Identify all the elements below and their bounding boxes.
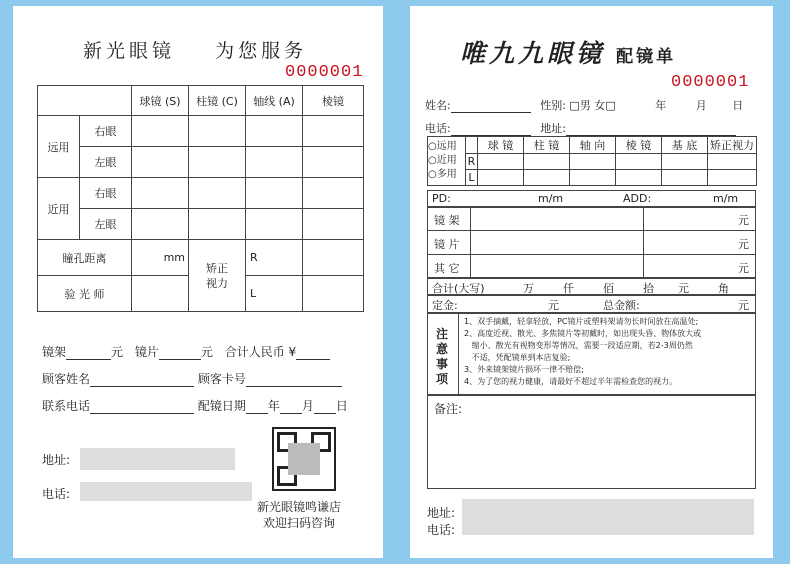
input-cell[interactable] [132,147,189,178]
input-cell[interactable] [189,116,246,147]
qr-caption-scan: 欢迎扫码咨询 [263,516,336,530]
right-title [460,34,676,70]
price-items [427,206,756,279]
right-order-form [410,6,773,558]
col-base: 基 底 [662,137,708,154]
usage-far[interactable]: ○远用 [428,141,457,152]
vision-r: R [246,240,303,276]
notice-3: 3、外来镜架镜片损坏一律不赔偿; [464,365,584,374]
notice-title: 注意事项 [436,327,449,386]
unit-qian: 仟 [563,282,574,295]
header-prism: 棱镜 [303,86,364,116]
input-cell[interactable] [616,170,662,186]
input-cell[interactable] [246,116,303,147]
day-line[interactable] [314,401,336,414]
qr-code-icon[interactable] [272,427,336,491]
customer-name-label: 顾客姓名 [42,372,91,386]
notice-1: 1、双手摘戴，轻拿轻放，PC镜片或塑料架请勿长时间放在高温处; [464,317,699,326]
yuan-label: 元 [200,345,213,359]
col-corrected-vision: 矫正视力 [708,137,757,154]
total-caps-label: 合计(大写) [432,282,485,295]
tel-line[interactable] [451,123,531,136]
total-rmb-label: 合计人民币 ¥ [224,345,297,359]
input-cell[interactable] [662,170,708,186]
input-cell[interactable] [708,154,757,170]
frame-price-line[interactable] [66,347,111,360]
address-phone-field[interactable] [462,499,754,535]
phone-label: 电话: [427,523,456,537]
address-label: 地址: [427,506,456,520]
address-label: 地址: [42,453,71,467]
input-cell[interactable] [524,170,570,186]
yuan-label: 元 [738,299,749,312]
remarks-label: 备注: [434,402,463,416]
vision-l: L [246,276,303,312]
header-axis: 轴线 (A) [246,86,303,116]
date-label: 配镜日期 [197,399,246,413]
row-l: L [466,170,478,186]
name-line[interactable] [451,100,531,113]
input-cell[interactable] [478,154,524,170]
remarks-box[interactable] [427,394,756,489]
yuan-label: 元 [738,214,749,227]
customer-card-line[interactable] [246,374,342,387]
input-cell[interactable] [303,178,364,209]
day-label: 日 [732,99,744,112]
unit-wan: 万 [523,282,534,295]
tel-addr-row [425,120,736,136]
notice-box [427,312,756,396]
tel-field[interactable] [80,482,252,501]
far-left-eye: 左眼 [80,147,132,178]
qr-caption-store: 新光眼镜鸣谦店 [257,500,342,514]
input-cell[interactable] [616,154,662,170]
pd-unit: mm [132,240,189,276]
phone-date-row [42,397,348,414]
pd-unit: m/m [538,192,564,205]
shop-name: 唯九九眼镜 [460,39,606,68]
lens-label: 镜片 [134,345,159,359]
input-cell[interactable] [570,170,616,186]
day-label: 日 [335,399,348,413]
frame-label: 镜架 [42,345,67,359]
add-label: ADD: [623,192,652,205]
unit-yuan: 元 [678,282,689,295]
yuan-label: 元 [111,345,124,359]
year-line[interactable] [246,401,268,414]
tel-label: 电话: [425,122,451,135]
left-order-form [13,6,383,558]
input-cell[interactable] [132,178,189,209]
input-cell[interactable] [303,240,364,276]
left-serial-number: 0000001 [285,63,364,82]
addr-label: 地址: [540,122,566,135]
input-cell[interactable] [132,209,189,240]
col-prism: 棱 镜 [616,137,662,154]
input-cell[interactable] [246,147,303,178]
lens-label: 镜 片 [434,238,460,251]
total-line[interactable] [296,347,330,360]
right-serial-number: 0000001 [671,73,750,92]
corrected-vision-label: 矫正 视力 [189,240,246,312]
month-label: 月 [301,399,314,413]
customer-row [42,370,342,387]
col-axis: 轴 向 [570,137,616,154]
unit-bai: 佰 [603,282,614,295]
addr-line[interactable] [566,123,736,136]
input-cell[interactable] [189,178,246,209]
optometrist-label: 验 光 师 [38,276,132,312]
tel-label: 电话: [42,487,71,501]
notice-2-end: 不适，凭配镜单到本店复验; [464,353,571,362]
input-cell[interactable] [132,116,189,147]
near-right-eye: 右眼 [80,178,132,209]
customer-name-line[interactable] [90,374,194,387]
pd-label: PD: [432,192,451,205]
year-label: 年 [655,99,667,112]
unit-shi: 拾 [643,282,654,295]
notice-2-cont: 缩小、散光有视物变形等情况，需要一段适应期，若2-3周仍然 [464,341,693,350]
pupil-distance-label: 瞳孔距离 [38,240,132,276]
header-sphere: 球镜 (S) [132,86,189,116]
right-prescription-table [427,136,757,186]
name-gender-row [425,97,743,113]
month-label: 月 [695,99,707,112]
unit-jiao: 角 [718,282,729,295]
frame-label: 镜 架 [434,214,460,227]
address-field[interactable] [80,448,235,470]
deposit-row [427,294,756,314]
left-prescription-table [37,85,364,312]
input-cell[interactable] [708,170,757,186]
yuan-label: 元 [548,299,559,312]
deposit-label: 定金: [432,299,458,312]
gender-label: 性别: □男 女□ [540,99,616,112]
input-cell[interactable] [662,154,708,170]
input-cell[interactable] [303,276,364,312]
input-cell[interactable] [189,147,246,178]
add-unit: m/m [713,192,739,205]
input-cell[interactable] [303,147,364,178]
input-cell[interactable] [478,170,524,186]
near-use-label: 近用 [38,178,80,240]
year-label: 年 [267,399,280,413]
far-use-label: 远用 [38,116,80,178]
col-cylinder: 柱 镜 [524,137,570,154]
usage-multi[interactable]: ○多用 [428,169,457,180]
header-cylinder: 柱镜 (C) [189,86,246,116]
usage-options[interactable] [428,137,466,186]
input-cell[interactable] [524,154,570,170]
input-cell[interactable] [303,209,364,240]
notice-4: 4、为了您的视力健康，请最好不超过半年需检查您的视力。 [464,377,678,386]
row-r: R [466,154,478,170]
far-right-eye: 右眼 [80,116,132,147]
input-cell[interactable] [189,209,246,240]
notice-2: 2、高度近视、散光、多焦镜片等初戴时，如出现头昏、物体放大或 [464,329,702,338]
usage-near[interactable]: ○近用 [428,155,457,166]
lens-price-line[interactable] [159,347,201,360]
col-sphere: 球 镜 [478,137,524,154]
input-cell[interactable] [246,178,303,209]
input-cell[interactable] [570,154,616,170]
frame-price-row [42,343,330,360]
yuan-label: 元 [738,262,749,275]
left-title: 新光眼镜 为您服务 [83,40,308,62]
input-cell[interactable] [303,116,364,147]
phone-line[interactable] [90,401,194,414]
total-amount-label: 总金额: [603,299,640,312]
input-cell[interactable] [132,276,189,312]
other-label: 其 它 [434,262,460,275]
customer-card-label: 顾客卡号 [197,372,246,386]
name-label: 姓名: [425,99,451,112]
form-name: 配镜单 [616,47,677,67]
month-line[interactable] [280,401,302,414]
near-left-eye: 左眼 [80,209,132,240]
yuan-label: 元 [738,238,749,251]
input-cell[interactable] [246,209,303,240]
phone-label: 联系电话 [42,399,91,413]
